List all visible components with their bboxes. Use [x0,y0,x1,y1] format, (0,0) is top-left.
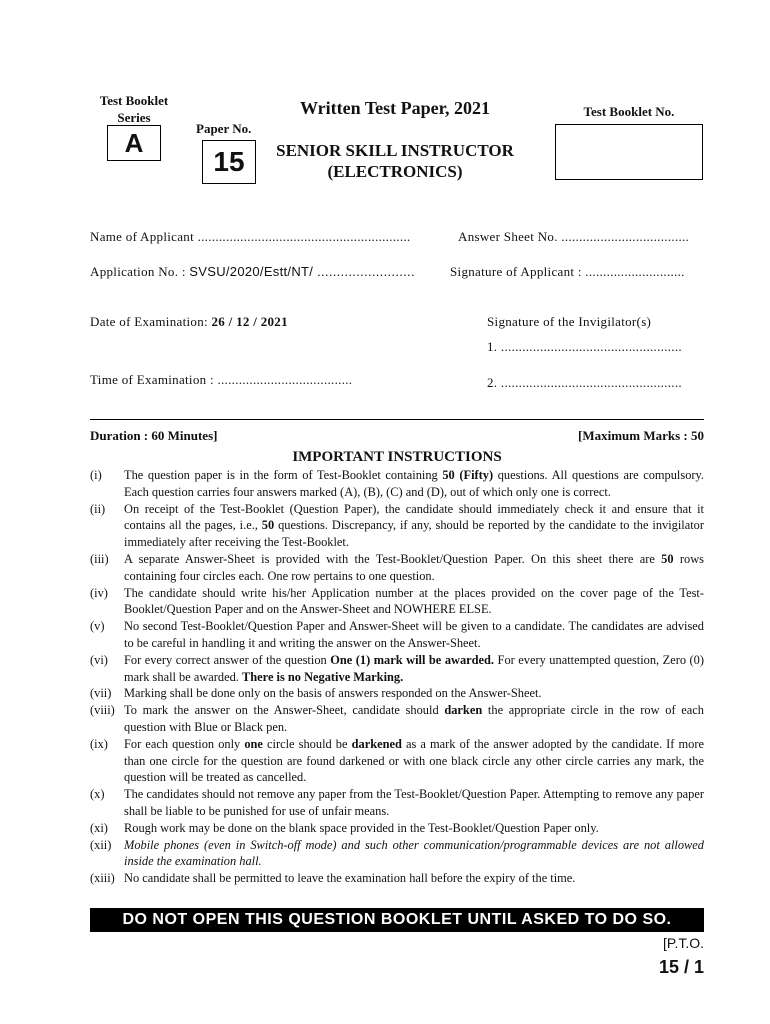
text-run-bold: one [244,736,263,751]
instruction-item [90,585,704,619]
text-run: For every correct answer of the question [124,652,331,667]
text-run: circle should be [262,736,352,751]
instruction-number: (iii) [90,551,109,566]
booklet-no-label: Test Booklet No. [583,104,675,119]
instruction-number: (vii) [90,686,112,701]
instruction-text [124,501,704,551]
instruction-item [90,702,704,736]
text-run-bold: darkened [351,736,402,751]
text-run-bold: 50 (Fifty) [442,468,494,482]
instruction-item [90,736,704,786]
subtitle-line1: SENIOR SKILL INSTRUCTOR [276,141,514,160]
duration: Duration : 60 Minutes] [90,428,218,443]
text-run-bold: There is no Negative Marking. [242,669,404,684]
text-run: For every unattempted question, Zero (0) mark shall be awarded. [124,652,704,684]
date-of-examination [90,314,288,330]
instruction-item [90,786,704,820]
page-number: 15 / 1 [658,957,704,977]
instruction-text [124,652,704,686]
instruction-text: Rough work may be done on the blank space provided in the Test-Booklet/Question Paper only. [124,820,599,835]
page-title: Written Test Paper, 2021 [299,98,490,118]
text-run: To mark the answer on the Answer-Sheet, candidate should [124,703,445,718]
date-value: 26 / 12 / 2021 [211,314,288,329]
series-value-box: A [107,125,161,161]
pto-label: [P.T.O. [663,935,704,951]
subtitle-line2: (ELECTRONICS) [327,162,463,181]
paper-no-label: Paper No. [196,121,252,136]
text-run: the appropriate circle in the row of each question with Blue or Black pen. [124,703,704,734]
page-subtitle [255,140,535,182]
instructions-title: IMPORTANT INSTRUCTIONS [292,449,502,465]
text-run: The question paper is in the form of Test-Booklet containing [124,468,443,482]
invigilator-signature-1[interactable]: 1. ................................................... [487,339,682,354]
series-label [90,92,178,126]
text-run: questions. All questions are compulsory. Each question carries four answers marked (A), (B), (C) and (D), out of which only one is correct. [124,468,704,499]
text-run-bold: darken [444,703,483,718]
instruction-text [124,467,704,501]
signature-of-applicant-field[interactable]: Signature of Applicant : ............................ [450,264,685,279]
instruction-item [90,467,704,501]
instruction-number: (i) [90,468,102,482]
instruction-number: (vi) [90,652,108,667]
instruction-text [124,551,704,585]
text-run-bold: One (1) mark will be awarded. [330,652,495,667]
instruction-text: The candidates should not remove any paper from the Test-Booklet/Question Paper. Attempting to remove any paper shall be liable to be punished for use of unfair means. [124,787,704,818]
text-run-bold: 50 [261,518,275,533]
instruction-item [90,820,704,837]
instructions-list [90,467,704,887]
instruction-item [90,870,704,887]
instruction-number: (ix) [90,736,108,751]
instruction-text [124,702,704,736]
text-run: rows containing four circles each. One row pertains to one question. [124,551,704,583]
instruction-number: (xii) [90,837,112,852]
answer-sheet-no-field[interactable]: Answer Sheet No. .................................... [458,229,690,244]
instruction-number: (xi) [90,820,108,835]
invigilator-signature-2[interactable]: 2. ................................................... [487,375,682,390]
instruction-text: No second Test-Booklet/Question Paper and Answer-Sheet will be given to a candidate. The candidates are advised to be careful in handling it and writing the answer on the Answer-Sheet. [124,619,704,650]
text-run: A separate Answer-Sheet is provided with the Test-Booklet/Question Paper. On this sheet there are [124,551,662,566]
maximum-marks: [Maximum Marks : 50 [577,428,704,443]
name-of-applicant-field[interactable]: Name of Applicant ............................................................ [90,229,411,244]
instruction-text: No candidate shall be permitted to leave the examination hall before the expiry of the time. [124,871,576,886]
series-label-line2: Series [117,110,151,125]
instruction-text: Mobile phones (even in Switch-off mode) and such other communication/programmable devices are not allowed inside the examination hall. [124,837,704,869]
application-no-value: SVSU/2020/Estt/NT/ ......................... [189,264,415,279]
text-run: For each question only [124,736,245,751]
instruction-number: (ii) [90,501,106,516]
instruction-text: The candidate should write his/her Application number at the places provided on the cover page of the Test-Booklet/Question Paper and on the Answer-Sheet and NOWHERE ELSE. [124,585,704,617]
paper-no-box: 15 [202,140,256,184]
text-run: questions. Discrepancy, if any, should be reported by the candidate to the invigilator immediately after receiving the Test-Booklet. [124,518,704,550]
series-label-line1: Test Booklet [99,93,169,108]
time-of-examination-field[interactable]: Time of Examination : ...................................... [90,372,353,387]
instruction-number: (v) [90,619,105,634]
application-no-field[interactable] [90,264,415,280]
instruction-number: (viii) [90,703,115,718]
instruction-item [90,837,704,871]
instruction-text: Marking shall be done only on the basis of answers responded on the Answer-Sheet. [124,686,542,701]
instruction-item [90,652,704,686]
invigilator-signature-label: Signature of the Invigilator(s) [487,314,652,329]
application-no-label: Application No. : [90,264,190,279]
instruction-number: (iv) [90,585,108,600]
booklet-no-box[interactable] [555,124,703,180]
instruction-text [124,736,704,786]
date-label: Date of Examination: [90,314,212,329]
instruction-number: (xiii) [90,871,115,886]
text-run-bold: 50 [661,551,674,566]
divider-rule [90,419,704,420]
instruction-item [90,551,704,585]
text-run: On receipt of the Test-Booklet (Question Paper), the candidate should immediately check it and ensure that it contains all the pages, i.e., [124,501,704,533]
instruction-number: (x) [90,787,105,802]
text-run: as a mark of the answer adopted by the candidate. If more than one circle for the question are found darkened or with one black circle any other circle carries any mark, the question will be treated as cancelled. [124,736,704,785]
instruction-item [90,501,704,551]
do-not-open-banner: DO NOT OPEN THIS QUESTION BOOKLET UNTIL ASKED TO DO SO. [90,908,704,932]
instruction-item [90,685,704,702]
instruction-item [90,618,704,652]
